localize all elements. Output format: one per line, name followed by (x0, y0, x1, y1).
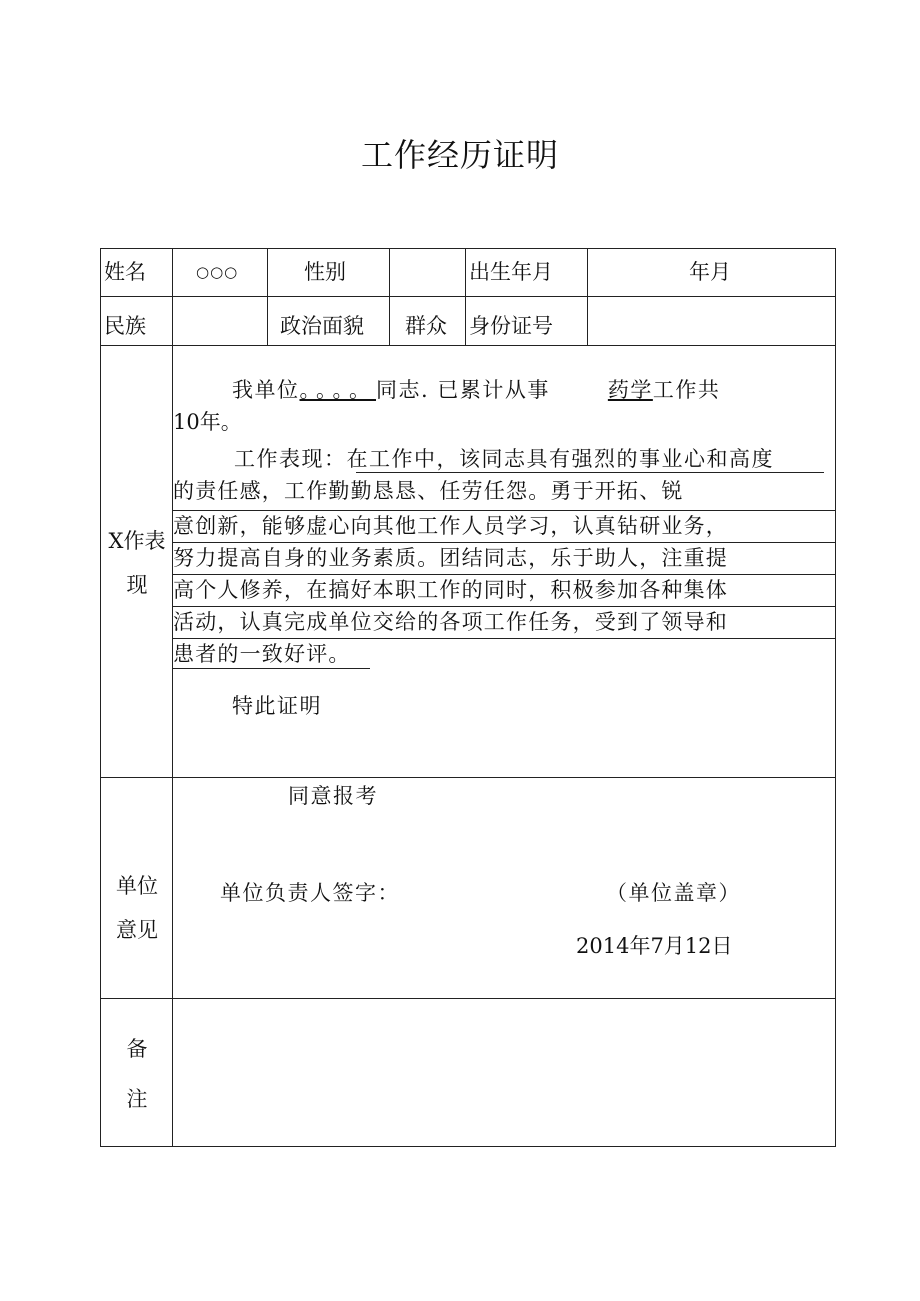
id-label: 身份证号 (469, 314, 553, 338)
political-label: 政治面貌 (280, 314, 364, 338)
p2-line4: 努力提高自身的业务素质。团结同志，乐于助人，注重提 (173, 546, 728, 570)
years-text: 10年。 (173, 410, 242, 434)
page-title: 工作经历证明 (360, 136, 559, 174)
ethnicity-value (176, 302, 264, 350)
name-label: 姓名 (104, 260, 146, 284)
opinion-label (100, 858, 174, 958)
intro-name: 。。。。 (299, 378, 376, 402)
ethnicity-label: 民族 (104, 314, 146, 338)
performance-label-line1: X作表 (108, 529, 166, 553)
political-value: 群众 (405, 314, 447, 338)
p2-line1-text: 在工作中，该同志具有强烈的事业心和高度 (346, 447, 774, 471)
agree-text: 同意报考 (288, 784, 378, 808)
performance-label (100, 518, 174, 608)
intro-line (232, 378, 720, 402)
signer-text: 单位负责人签字： (220, 881, 400, 905)
certificate-table (100, 248, 836, 1147)
p2-line7: 患者的一致好评。 (173, 642, 351, 666)
p2-line6: 活动，认真完成单位交给的各项工作任务，受到了领导和 (173, 610, 728, 634)
remarks-label-line1: 备 (126, 1037, 148, 1061)
opinion-label-line1: 单位 (116, 874, 158, 898)
gender-value (392, 248, 462, 296)
p2-line1 (234, 447, 774, 471)
p2-line5: 高个人修养，在搞好本职工作的同时，积极参加各种集体 (173, 578, 728, 602)
birth-value: 年月 (689, 260, 731, 284)
performance-label-line2: 现 (126, 573, 148, 597)
intro-mid: 同志. 已累计从事 (376, 378, 550, 402)
intro-field: 药学 (607, 378, 653, 402)
remarks-label (100, 1024, 174, 1124)
name-value: ○○○ (196, 263, 239, 281)
remarks-value (180, 1008, 830, 1138)
id-value (592, 302, 832, 350)
p2-head: 工作表现： (234, 447, 347, 471)
intro-suffix: 工作共 (652, 378, 721, 402)
remarks-label-line2: 注 (126, 1087, 148, 1111)
birth-label: 出生年月 (469, 260, 553, 284)
seal-text: （单位盖章） (606, 881, 741, 905)
date-text: 2014年7月12日 (576, 934, 733, 958)
p2-line3: 意创新，能够虚心向其他工作人员学习，认真钻研业务， (173, 514, 728, 538)
gender-label: 性别 (304, 260, 346, 284)
closing-text: 特此证明 (232, 694, 322, 718)
opinion-label-line2: 意见 (116, 918, 158, 942)
intro-prefix: 我单位 (232, 378, 300, 402)
p2-line2: 的责任感，工作勤勤恳恳、任劳任怨。勇于开拓、锐 (173, 479, 684, 503)
